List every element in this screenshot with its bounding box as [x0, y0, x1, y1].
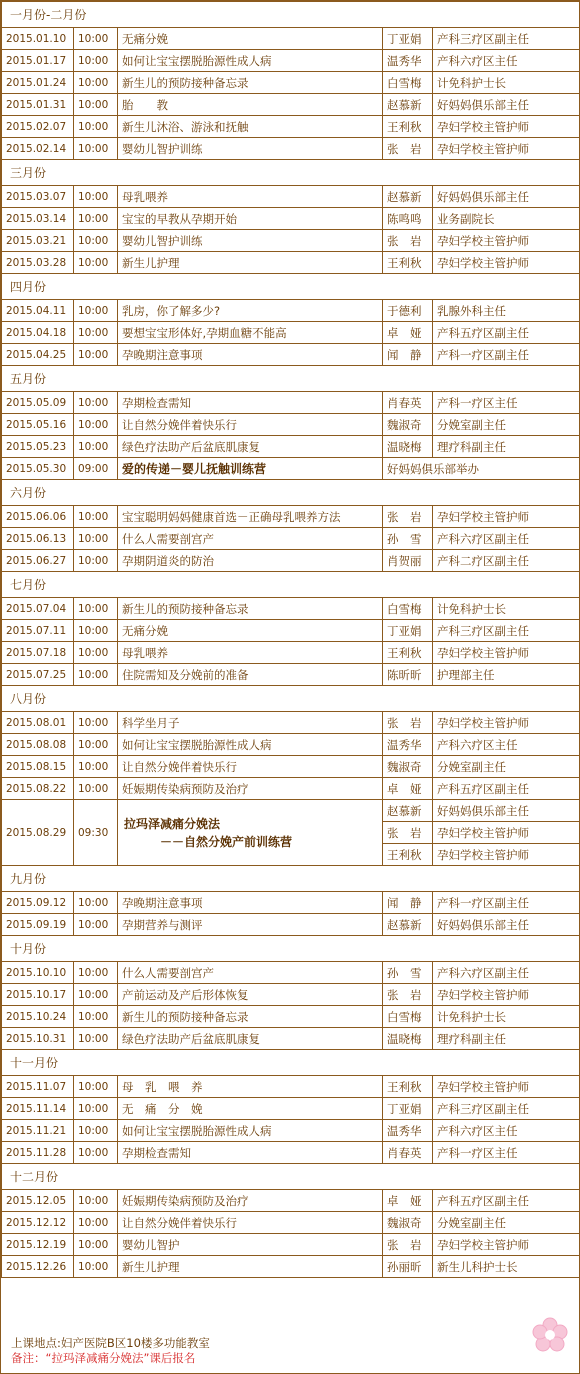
lecture-topic: 无痛分娩 — [118, 620, 383, 642]
lecture-row — [2, 962, 580, 984]
special-event-time: 09:30 — [74, 800, 118, 866]
lecture-role: 孕妇学校主管护师 — [433, 506, 580, 528]
lecture-date: 2015.10.10 — [2, 962, 74, 984]
lecture-row — [2, 1234, 580, 1256]
lecture-role: 产科六疗区副主任 — [433, 962, 580, 984]
lecture-date: 2015.11.21 — [2, 1120, 74, 1142]
lecture-time: 10:00 — [74, 1006, 118, 1028]
lecture-time: 10:00 — [74, 1120, 118, 1142]
lecture-speaker: 丁亚娟 — [383, 28, 433, 50]
lecture-role: 产科三疗区副主任 — [433, 28, 580, 50]
lecture-time: 10:00 — [74, 116, 118, 138]
lecture-topic: 孕期检查需知 — [118, 392, 383, 414]
lecture-date: 2015.05.23 — [2, 436, 74, 458]
lecture-role: 业务副院长 — [433, 208, 580, 230]
lecture-speaker: 张 岩 — [383, 984, 433, 1006]
lecture-date: 2015.11.28 — [2, 1142, 74, 1164]
lecture-time: 10:00 — [74, 344, 118, 366]
lecture-time: 10:00 — [74, 962, 118, 984]
lecture-date: 2015.03.14 — [2, 208, 74, 230]
lecture-topic: 产前运动及产后形体恢复 — [118, 984, 383, 1006]
lecture-topic: 如何让宝宝摆脱胎源性成人病 — [118, 734, 383, 756]
month-header-row — [2, 936, 580, 962]
lecture-topic: 住院需知及分娩前的准备 — [118, 664, 383, 686]
lecture-row — [2, 230, 580, 252]
lecture-time: 10:00 — [74, 914, 118, 936]
lecture-time: 10:00 — [74, 1234, 118, 1256]
lecture-row — [2, 94, 580, 116]
lecture-role: 好妈妈俱乐部主任 — [433, 914, 580, 936]
lecture-role: 产科一疗区副主任 — [433, 344, 580, 366]
lecture-row — [2, 1006, 580, 1028]
lecture-time: 10:00 — [74, 712, 118, 734]
lecture-speaker: 温秀华 — [383, 50, 433, 72]
special-event-title-line2: －－自然分娩产前训练营 — [160, 834, 293, 849]
month-header: 十一月份 — [2, 1050, 580, 1076]
lecture-time: 10:00 — [74, 506, 118, 528]
lecture-topic: 新生儿的预防接种备忘录 — [118, 1006, 383, 1028]
lecture-topic: 什么人需要剖宫产 — [118, 528, 383, 550]
month-header-row — [2, 160, 580, 186]
lecture-date: 2015.06.06 — [2, 506, 74, 528]
flower-icon — [530, 1316, 570, 1356]
lecture-speaker: 王利秋 — [383, 642, 433, 664]
lecture-organizer: 好妈妈俱乐部举办 — [383, 458, 580, 480]
month-header-row — [2, 866, 580, 892]
lecture-time: 10:00 — [74, 300, 118, 322]
lecture-speaker: 陈鸣鸣 — [383, 208, 433, 230]
lecture-time: 10:00 — [74, 72, 118, 94]
lecture-role: 产科一疗区主任 — [433, 1142, 580, 1164]
lecture-role: 产科五疗区副主任 — [433, 322, 580, 344]
lecture-date: 2015.03.07 — [2, 186, 74, 208]
lecture-role: 分娩室副主任 — [433, 1212, 580, 1234]
lecture-date: 2015.11.14 — [2, 1098, 74, 1120]
month-header-row — [2, 2, 580, 28]
lecture-role: 产科六疗区副主任 — [433, 528, 580, 550]
month-header-row — [2, 480, 580, 506]
lecture-topic: 宝宝的早教从孕期开始 — [118, 208, 383, 230]
lecture-speaker: 白雪梅 — [383, 72, 433, 94]
lecture-date: 2015.10.24 — [2, 1006, 74, 1028]
month-header-row — [2, 274, 580, 300]
lecture-row — [2, 138, 580, 160]
lecture-role: 孕妇学校主管护师 — [433, 712, 580, 734]
lecture-speaker: 温晓梅 — [383, 436, 433, 458]
lecture-speaker: 张 岩 — [383, 712, 433, 734]
lecture-row — [2, 72, 580, 94]
lecture-row — [2, 1142, 580, 1164]
lecture-speaker: 张 岩 — [383, 506, 433, 528]
lecture-time: 10:00 — [74, 598, 118, 620]
lecture-row — [2, 1098, 580, 1120]
lecture-role: 好妈妈俱乐部主任 — [433, 94, 580, 116]
lecture-row — [2, 436, 580, 458]
lecture-row — [2, 1256, 580, 1278]
lecture-topic: 新生儿的预防接种备忘录 — [118, 72, 383, 94]
lecture-role: 产科五疗区副主任 — [433, 778, 580, 800]
lecture-date: 2015.01.10 — [2, 28, 74, 50]
lecture-topic: 孕期阴道炎的防治 — [118, 550, 383, 572]
lecture-speaker: 赵慕新 — [383, 914, 433, 936]
lecture-topic: 孕期检查需知 — [118, 1142, 383, 1164]
lecture-role: 孕妇学校主管护师 — [433, 1234, 580, 1256]
lecture-speaker: 于德利 — [383, 300, 433, 322]
month-header: 八月份 — [2, 686, 580, 712]
lecture-row — [2, 392, 580, 414]
month-header-row — [2, 1164, 580, 1190]
lecture-speaker: 孙 雪 — [383, 528, 433, 550]
lecture-row — [2, 620, 580, 642]
lecture-role: 计免科护士长 — [433, 72, 580, 94]
lecture-topic: 绿色疗法助产后盆底肌康复 — [118, 1028, 383, 1050]
special-event-title-line1: 拉玛泽减痛分娩法 — [124, 816, 221, 831]
lecture-role: 新生儿科护士长 — [433, 1256, 580, 1278]
lecture-topic: 母乳喂养 — [118, 642, 383, 664]
lecture-row — [2, 892, 580, 914]
month-header-row — [2, 366, 580, 392]
lecture-row — [2, 50, 580, 72]
lecture-topic: 婴幼儿智护训练 — [118, 138, 383, 160]
lecture-topic: 新生儿沐浴、游泳和抚触 — [118, 116, 383, 138]
month-header: 三月份 — [2, 160, 580, 186]
lecture-topic: 让自然分娩伴着快乐行 — [118, 414, 383, 436]
lecture-role: 计免科护士长 — [433, 598, 580, 620]
lecture-date: 2015.12.19 — [2, 1234, 74, 1256]
lecture-role: 孕妇学校主管护师 — [433, 1076, 580, 1098]
lecture-speaker: 赵慕新 — [383, 186, 433, 208]
lecture-row — [2, 528, 580, 550]
lecture-date: 2015.06.13 — [2, 528, 74, 550]
lecture-speaker: 白雪梅 — [383, 598, 433, 620]
month-header: 六月份 — [2, 480, 580, 506]
lecture-time: 10:00 — [74, 528, 118, 550]
lecture-time: 10:00 — [74, 1076, 118, 1098]
special-event-speaker: 张 岩 — [383, 822, 433, 844]
lecture-speaker: 赵慕新 — [383, 94, 433, 116]
lecture-date: 2015.01.17 — [2, 50, 74, 72]
lecture-topic: 绿色疗法助产后盆底肌康复 — [118, 436, 383, 458]
lecture-topic: 新生儿护理 — [118, 1256, 383, 1278]
lecture-time: 10:00 — [74, 984, 118, 1006]
lecture-date: 2015.03.28 — [2, 252, 74, 274]
lecture-role: 产科五疗区副主任 — [433, 1190, 580, 1212]
special-event-role: 好妈妈俱乐部主任 — [433, 800, 580, 822]
lecture-time: 10:00 — [74, 94, 118, 116]
lecture-time: 10:00 — [74, 1028, 118, 1050]
lecture-date: 2015.01.31 — [2, 94, 74, 116]
lecture-row — [2, 116, 580, 138]
lecture-row — [2, 984, 580, 1006]
month-header: 四月份 — [2, 274, 580, 300]
lecture-role: 产科三疗区副主任 — [433, 620, 580, 642]
lecture-date: 2015.09.19 — [2, 914, 74, 936]
lecture-row — [2, 642, 580, 664]
lecture-speaker: 温晓梅 — [383, 1028, 433, 1050]
schedule-table — [1, 1, 580, 1278]
lecture-row — [2, 322, 580, 344]
lecture-speaker: 王利秋 — [383, 1076, 433, 1098]
special-event-role: 孕妇学校主管护师 — [433, 822, 580, 844]
special-event-role: 孕妇学校主管护师 — [433, 844, 580, 866]
lecture-speaker: 温秀华 — [383, 734, 433, 756]
lecture-role: 孕妇学校主管护师 — [433, 642, 580, 664]
lecture-date: 2015.08.08 — [2, 734, 74, 756]
lecture-row — [2, 208, 580, 230]
month-header: 十月份 — [2, 936, 580, 962]
lecture-speaker: 魏淑奇 — [383, 756, 433, 778]
lecture-role: 产科六疗区主任 — [433, 734, 580, 756]
lecture-date: 2015.12.26 — [2, 1256, 74, 1278]
lecture-topic: 如何让宝宝摆脱胎源性成人病 — [118, 50, 383, 72]
lecture-time: 10:00 — [74, 28, 118, 50]
lecture-speaker: 卓 娅 — [383, 322, 433, 344]
lecture-row — [2, 664, 580, 686]
lecture-topic: 科学坐月子 — [118, 712, 383, 734]
lecture-date: 2015.03.21 — [2, 230, 74, 252]
lecture-speaker: 温秀华 — [383, 1120, 433, 1142]
lecture-speaker: 卓 娅 — [383, 1190, 433, 1212]
lecture-role: 好妈妈俱乐部主任 — [433, 186, 580, 208]
lecture-role: 产科二疗区副主任 — [433, 550, 580, 572]
lecture-speaker: 白雪梅 — [383, 1006, 433, 1028]
lecture-speaker: 丁亚娟 — [383, 620, 433, 642]
lecture-role: 产科一疗区主任 — [433, 392, 580, 414]
lecture-date: 2015.08.22 — [2, 778, 74, 800]
lecture-topic: 妊娠期传染病预防及治疗 — [118, 778, 383, 800]
special-event-title — [118, 800, 383, 866]
lecture-date: 2015.05.16 — [2, 414, 74, 436]
lecture-role: 孕妇学校主管护师 — [433, 252, 580, 274]
lecture-time: 10:00 — [74, 664, 118, 686]
lecture-topic: 要想宝宝形体好,孕期血糖不能高 — [118, 322, 383, 344]
lecture-date: 2015.04.25 — [2, 344, 74, 366]
lecture-speaker: 闻 静 — [383, 892, 433, 914]
lecture-date: 2015.07.25 — [2, 664, 74, 686]
lecture-row — [2, 28, 580, 50]
lecture-date: 2015.01.24 — [2, 72, 74, 94]
lecture-time: 10:00 — [74, 436, 118, 458]
lecture-date: 2015.08.01 — [2, 712, 74, 734]
location-text: 上课地点:妇产医院B区10楼多功能教室 — [11, 1336, 210, 1350]
lecture-row — [2, 414, 580, 436]
lecture-topic: 新生儿护理 — [118, 252, 383, 274]
lecture-role: 乳腺外科主任 — [433, 300, 580, 322]
lecture-role: 孕妇学校主管护师 — [433, 138, 580, 160]
lecture-speaker: 肖春英 — [383, 392, 433, 414]
lecture-topic: 什么人需要剖宫产 — [118, 962, 383, 984]
month-header-row — [2, 686, 580, 712]
lecture-date: 2015.10.17 — [2, 984, 74, 1006]
lecture-topic: 爱的传递－婴儿抚触训练营 — [118, 458, 383, 480]
lecture-row — [2, 1120, 580, 1142]
lecture-speaker: 卓 娅 — [383, 778, 433, 800]
special-event-date: 2015.08.29 — [2, 800, 74, 866]
lecture-date: 2015.06.27 — [2, 550, 74, 572]
special-event-row — [2, 800, 580, 822]
lecture-speaker: 魏淑奇 — [383, 414, 433, 436]
lecture-row — [2, 914, 580, 936]
lecture-role: 产科六疗区主任 — [433, 50, 580, 72]
lecture-time: 10:00 — [74, 550, 118, 572]
special-event-speaker: 王利秋 — [383, 844, 433, 866]
note-text: 备注：“拉玛泽减痛分娩法”课后报名 — [11, 1351, 196, 1365]
lecture-row — [2, 734, 580, 756]
lecture-time: 10:00 — [74, 778, 118, 800]
footer — [1, 1336, 579, 1366]
lecture-row — [2, 252, 580, 274]
lecture-time: 10:00 — [74, 1190, 118, 1212]
lecture-topic: 新生儿的预防接种备忘录 — [118, 598, 383, 620]
lecture-topic: 孕期营养与测评 — [118, 914, 383, 936]
lecture-time: 10:00 — [74, 642, 118, 664]
lecture-row — [2, 712, 580, 734]
lecture-role: 分娩室副主任 — [433, 756, 580, 778]
lecture-role: 护理部主任 — [433, 664, 580, 686]
lecture-time: 10:00 — [74, 138, 118, 160]
lecture-speaker: 魏淑奇 — [383, 1212, 433, 1234]
lecture-time: 10:00 — [74, 50, 118, 72]
month-header-row — [2, 1050, 580, 1076]
lecture-date: 2015.05.30 — [2, 458, 74, 480]
month-header: 十二月份 — [2, 1164, 580, 1190]
lecture-row — [2, 1212, 580, 1234]
lecture-topic: 乳房，你了解多少? — [118, 300, 383, 322]
lecture-role: 产科三疗区副主任 — [433, 1098, 580, 1120]
lecture-date: 2015.12.12 — [2, 1212, 74, 1234]
lecture-speaker: 孙丽昕 — [383, 1256, 433, 1278]
lecture-time: 10:00 — [74, 1142, 118, 1164]
lecture-speaker: 张 岩 — [383, 1234, 433, 1256]
lecture-speaker: 王利秋 — [383, 116, 433, 138]
lecture-role: 产科六疗区主任 — [433, 1120, 580, 1142]
lecture-topic: 宝宝聪明妈妈健康首选－正确母乳喂养方法 — [118, 506, 383, 528]
lecture-row — [2, 344, 580, 366]
lecture-time: 10:00 — [74, 734, 118, 756]
lecture-role: 产科一疗区副主任 — [433, 892, 580, 914]
month-header: 一月份-二月份 — [2, 2, 580, 28]
lecture-topic: 让自然分娩伴着快乐行 — [118, 1212, 383, 1234]
lecture-topic: 婴幼儿智护训练 — [118, 230, 383, 252]
lecture-row — [2, 1028, 580, 1050]
lecture-time: 10:00 — [74, 252, 118, 274]
lecture-speaker: 孙 雪 — [383, 962, 433, 984]
lecture-time: 10:00 — [74, 414, 118, 436]
lecture-time: 10:00 — [74, 392, 118, 414]
lecture-time: 10:00 — [74, 1212, 118, 1234]
lecture-time: 10:00 — [74, 230, 118, 252]
lecture-date: 2015.04.11 — [2, 300, 74, 322]
lecture-topic: 无痛分娩 — [118, 28, 383, 50]
lecture-date: 2015.10.31 — [2, 1028, 74, 1050]
lecture-topic: 让自然分娩伴着快乐行 — [118, 756, 383, 778]
lecture-date: 2015.12.05 — [2, 1190, 74, 1212]
month-header: 五月份 — [2, 366, 580, 392]
lecture-speaker: 肖春英 — [383, 1142, 433, 1164]
lecture-time: 10:00 — [74, 756, 118, 778]
lecture-row — [2, 1076, 580, 1098]
lecture-row — [2, 506, 580, 528]
lecture-time: 10:00 — [74, 620, 118, 642]
lecture-speaker: 张 岩 — [383, 138, 433, 160]
lecture-role: 理疗科副主任 — [433, 1028, 580, 1050]
lecture-role: 计免科护士长 — [433, 1006, 580, 1028]
lecture-role: 孕妇学校主管护师 — [433, 230, 580, 252]
lecture-role: 孕妇学校主管护师 — [433, 116, 580, 138]
lecture-row — [2, 186, 580, 208]
lecture-speaker: 肖贺丽 — [383, 550, 433, 572]
lecture-date: 2015.08.15 — [2, 756, 74, 778]
lecture-row — [2, 300, 580, 322]
lecture-speaker: 张 岩 — [383, 230, 433, 252]
lecture-time: 10:00 — [74, 208, 118, 230]
lecture-role: 孕妇学校主管护师 — [433, 984, 580, 1006]
lecture-role: 分娩室副主任 — [433, 414, 580, 436]
lecture-role: 理疗科副主任 — [433, 436, 580, 458]
lecture-topic: 妊娠期传染病预防及治疗 — [118, 1190, 383, 1212]
month-header-row — [2, 572, 580, 598]
lecture-topic: 如何让宝宝摆脱胎源性成人病 — [118, 1120, 383, 1142]
lecture-speaker: 闻 静 — [383, 344, 433, 366]
lecture-row — [2, 778, 580, 800]
lecture-topic: 母 乳 喂 养 — [118, 1076, 383, 1098]
lecture-time: 09:00 — [74, 458, 118, 480]
lecture-time: 10:00 — [74, 892, 118, 914]
lecture-speaker: 王利秋 — [383, 252, 433, 274]
lecture-row — [2, 458, 580, 480]
lecture-date: 2015.07.11 — [2, 620, 74, 642]
special-event-speaker: 赵慕新 — [383, 800, 433, 822]
lecture-row — [2, 1190, 580, 1212]
lecture-date: 2015.07.18 — [2, 642, 74, 664]
lecture-topic: 胎 教 — [118, 94, 383, 116]
lecture-speaker: 陈昕昕 — [383, 664, 433, 686]
lecture-speaker: 丁亚娟 — [383, 1098, 433, 1120]
lecture-date: 2015.02.07 — [2, 116, 74, 138]
lecture-row — [2, 598, 580, 620]
lecture-topic: 孕晚期注意事项 — [118, 892, 383, 914]
lecture-time: 10:00 — [74, 322, 118, 344]
lecture-topic: 婴幼儿智护 — [118, 1234, 383, 1256]
lecture-date: 2015.04.18 — [2, 322, 74, 344]
lecture-time: 10:00 — [74, 1098, 118, 1120]
lecture-date: 2015.07.04 — [2, 598, 74, 620]
lecture-time: 10:00 — [74, 1256, 118, 1278]
lecture-time: 10:00 — [74, 186, 118, 208]
lecture-topic: 无 痛 分 娩 — [118, 1098, 383, 1120]
month-header: 七月份 — [2, 572, 580, 598]
lecture-date: 2015.02.14 — [2, 138, 74, 160]
lecture-date: 2015.09.12 — [2, 892, 74, 914]
lecture-date: 2015.05.09 — [2, 392, 74, 414]
month-header: 九月份 — [2, 866, 580, 892]
lecture-row — [2, 550, 580, 572]
lecture-topic: 孕晚期注意事项 — [118, 344, 383, 366]
lecture-topic: 母乳喂养 — [118, 186, 383, 208]
lecture-date: 2015.11.07 — [2, 1076, 74, 1098]
lecture-row — [2, 756, 580, 778]
